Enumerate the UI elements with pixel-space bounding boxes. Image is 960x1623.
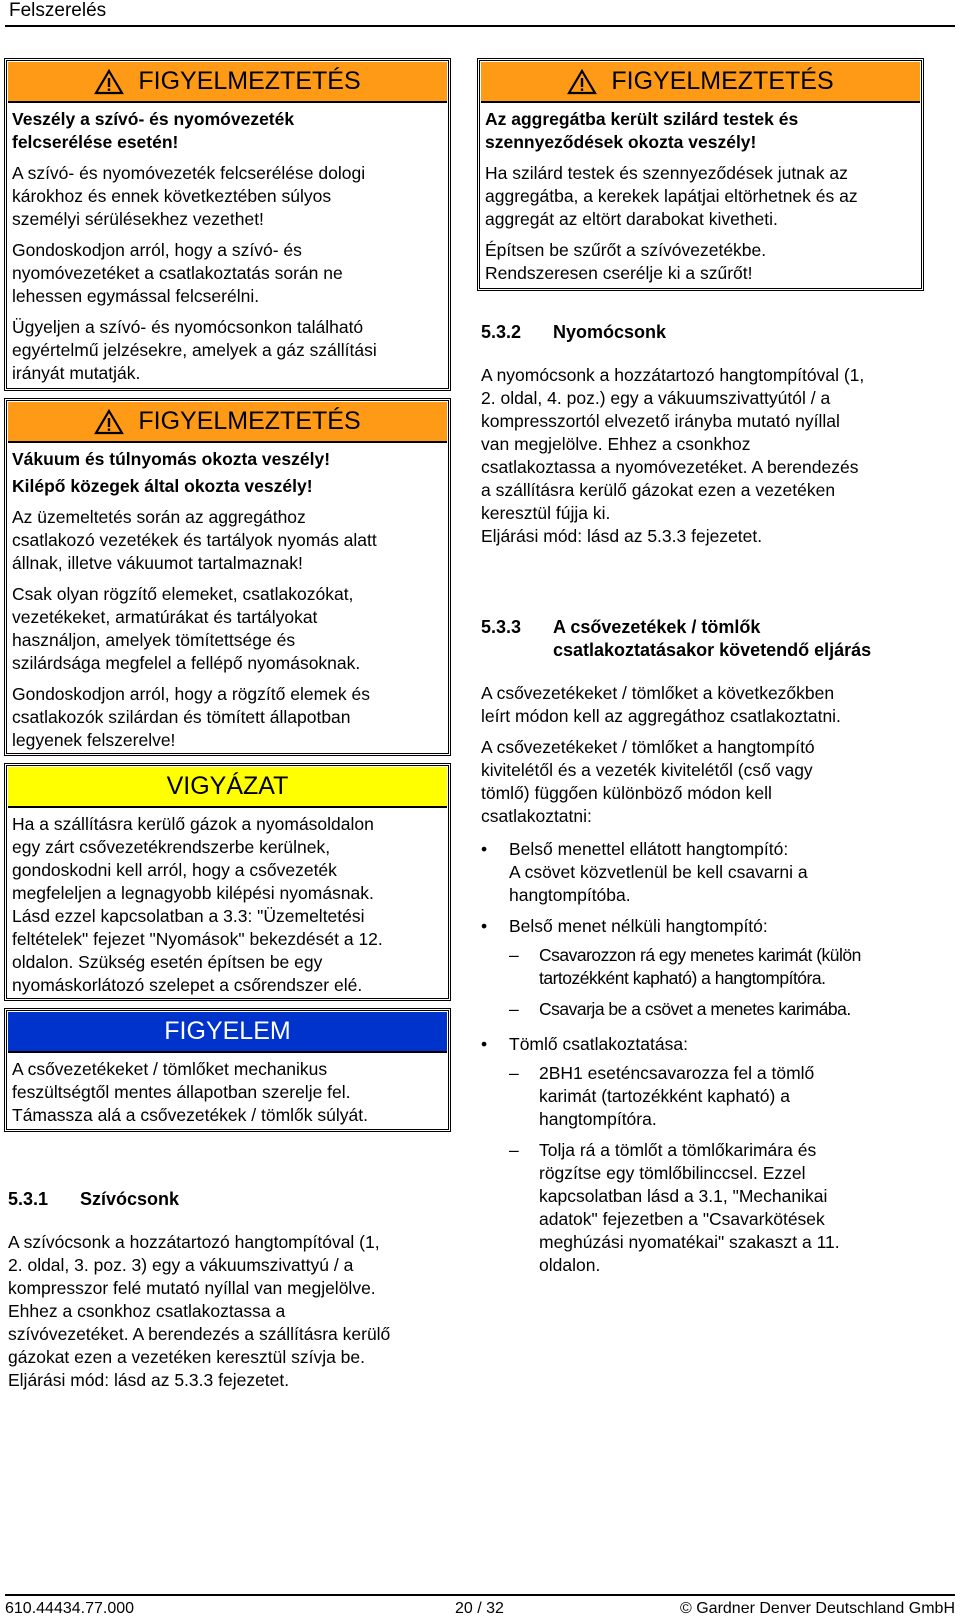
warning-paragraph: Az üzemeltetés során az aggregáthoz csatlakozó vezetékek és tartályok nyomás alatt állnak, illetve vákuumot tartalmaznak! — [12, 507, 377, 573]
sub-list-item: – 2BH1 eseténcsavarozza fel a tömlő karimát (tartozékként kapható) a hangtompítóra. — [509, 1062, 936, 1131]
warning-box-pressure — [4, 398, 451, 756]
warning-box-line-swap — [4, 58, 451, 391]
sub-list-item: – Csavarja be a csövet a menetes karimába. — [509, 998, 936, 1021]
caution-title: VIGYÁZAT — [166, 772, 289, 800]
header-rule — [5, 25, 955, 27]
section-5-3-2 — [481, 321, 931, 556]
section-title: Szívócsonk — [80, 1189, 180, 1209]
warning-paragraph: Építsen be szűrőt a szívóvezetékbe. Rendszeresen cserélje ki a szűrőt! — [485, 240, 767, 283]
sub-list-item: – Tolja rá a tömlőt a tömlőkarimára és rögzítse egy tömlőbilinccsel. Ezzel kapcsolatban lásd a 3.1, "Mechanikai adatok" fejezetben a "Csavarkötések meghúzási nyomatékai" szakaszt a 11. oldalon. — [509, 1139, 936, 1277]
warning-box-header — [8, 62, 447, 103]
section-number: 5.3.2 — [481, 322, 522, 342]
warning-title: FIGYELMEZTETÉS — [138, 407, 361, 435]
section-5-3-3 — [481, 616, 936, 1285]
section-heading — [8, 1188, 458, 1211]
sub-list — [509, 1062, 936, 1277]
section-5-3-1 — [8, 1188, 458, 1400]
notice-box-header — [8, 1012, 447, 1053]
footer-rule — [5, 1594, 955, 1596]
section-heading — [481, 616, 936, 662]
notice-title: FIGYELEM — [164, 1017, 291, 1045]
sub-list-item: – Csavarozzon rá egy menetes karimát (külön tartozékként kapható) a hangtompítóra. — [509, 944, 936, 990]
list-item: • Belső menet nélküli hangtompító: – Csavarozzon rá egy menetes karimát (külön tartozékként kapható) a hangtompítóra. – Csavarja be a csövet a menetes karimába. — [481, 915, 936, 1021]
warning-paragraph: Gondoskodjon arról, hogy a szívó- és nyomóvezetéket a csatlakoztatás során ne lehessen egymással felcserélni. — [12, 240, 343, 306]
connection-method-list — [481, 838, 936, 1277]
section-number: 5.3.3 — [481, 617, 522, 637]
list-item: • Tömlő csatlakoztatása: – 2BH1 eseténcsavarozza fel a tömlő karimát (tartozékként kapható) a hangtompítóra. – Tolja rá a tömlőt a tömlőkarimára és rögzítse egy tömlőbilinccsel. Ezzel kapcsolatban lásd a 3.1, "Mechanikai adatok" fejezetben a "Csavarkötések meghúzási nyomatékai" szakaszt a 11. oldalon. — [481, 1033, 936, 1277]
section-paragraph: A nyomócsonk a hozzátartozó hangtompítóval (1, 2. oldal, 4. poz.) egy a vákuumszivattyútól / a kompresszortól elvezető irányba mutató nyíllal van megjelölve. Ehhez a csonkhoz csatlakoztassa a nyomóvezetéket. A berendezés a szállításra kerülő gázokat ezen a vezetéken keresztül fújja ki. Eljárási mód: lásd az 5.3.3 fejezetet. — [481, 365, 865, 546]
section-paragraph: A csővezetékeket / tömlőket a következőkben leírt módon kell az aggregáthoz csatlakoztatni. — [481, 683, 841, 726]
warning-triangle-icon — [94, 409, 124, 435]
warning-triangle-icon — [567, 69, 597, 95]
warning-box-header — [481, 62, 920, 103]
warning-title: FIGYELMEZTETÉS — [138, 67, 361, 95]
notice-box — [4, 1008, 451, 1132]
section-heading — [481, 321, 931, 344]
warning-heading: Az aggregátba került szilárd testek és szennyeződések okozta veszély! — [485, 109, 799, 152]
warning-heading: Kilépő közegek által okozta veszély! — [12, 476, 313, 496]
warning-box-header — [8, 402, 447, 443]
warning-paragraph: Csak olyan rögzítő elemeket, csatlakozókat, vezetékeket, armatúrákat és tartályokat használjon, amelyek tömítettsége és szilárdsága megfelel a fellépő nyomásoknak. — [12, 584, 361, 673]
section-number: 5.3.1 — [8, 1189, 49, 1209]
warning-triangle-icon — [94, 69, 124, 95]
section-title: A csővezetékek / tömlők csatlakoztatásakor követendő eljárás — [553, 617, 872, 660]
warning-title: FIGYELMEZTETÉS — [611, 67, 834, 95]
notice-paragraph: A csővezetékeket / tömlőket mechanikus feszültségtől mentes állapotban szerelje fel. Támassza alá a csővezetékek / tömlők súlyát. — [12, 1059, 368, 1125]
section-title: Nyomócsonk — [553, 322, 667, 342]
list-item: • Belső menettel ellátott hangtompító: A csövet közvetlenül be kell csavarni a hangtompítóba. — [481, 838, 936, 907]
section-paragraph: A csővezetékeket / tömlőket a hangtompító kivitelétől és a vezeték kivitelétől (cső vagy tömlő) függően különböző módon kell csatlakoztatni: — [481, 737, 815, 826]
sub-list — [509, 944, 936, 1021]
warning-paragraph: A szívó- és nyomóvezeték felcserélése dologi károkhoz és ennek következtében súlyos személyi sérülésekhez vezethet! — [12, 163, 366, 229]
section-paragraph: A szívócsonk a hozzátartozó hangtompítóval (1, 2. oldal, 3. poz. 3) egy a vákuumszivattyú / a kompresszor felé mutató nyíllal van megjelölve. Ehhez a csonkhoz csatlakoztassa a szívóvezetéket. A berendezés a szállításra kerülő gázokat ezen a vezetéken keresztül szívja be. Eljárási mód: lásd az 5.3.3 fejezetet. — [8, 1232, 391, 1390]
caution-paragraph: Ha a szállításra kerülő gázok a nyomásoldalon egy zárt csővezetékrendszerbe kerülnek, gondoskodni kell arról, hogy a csővezeték megfeleljen a legnagyobb kilépési nyomásnak. Lásd ezzel kapcsolatban a 3.3: "Üzemeltetési feltételek" fejezet "Nyomások" bekezdését a 12. oldalon. Szükség esetén építsen be egy nyomáskorlátozó szelepet a csőrendszer elé. — [12, 814, 383, 995]
warning-paragraph: Gondoskodjon arról, hogy a rögzítő elemek és csatlakozók szilárdan és tömített állapotban legyenek felszerelve! — [12, 684, 370, 750]
footer-page-number: 20 / 32 — [455, 1600, 504, 1617]
caution-box — [4, 763, 451, 1001]
warning-paragraph: Ügyeljen a szívó- és nyomócsonkon található egyértelmű jelzésekre, amelyek a gáz szállítási irányát mutatják. — [12, 317, 377, 383]
footer-doc-number: 610.44434.77.000 — [5, 1600, 135, 1617]
warning-paragraph: Ha szilárd testek és szennyeződések jutnak az aggregátba, a kerekek lapátjai eltörhetnek és az aggregát az eltört darabokat kivetheti. — [485, 163, 858, 229]
footer-copyright: © Gardner Denver Deutschland GmbH — [679, 1600, 955, 1617]
warning-box-solids — [477, 58, 924, 291]
page-header-title: Felszerelés — [9, 0, 107, 21]
warning-heading: Veszély a szívó- és nyomóvezeték felcserélése esetén! — [12, 109, 295, 152]
warning-heading: Vákuum és túlnyomás okozta veszély! — [12, 449, 331, 469]
caution-box-header — [8, 767, 447, 808]
